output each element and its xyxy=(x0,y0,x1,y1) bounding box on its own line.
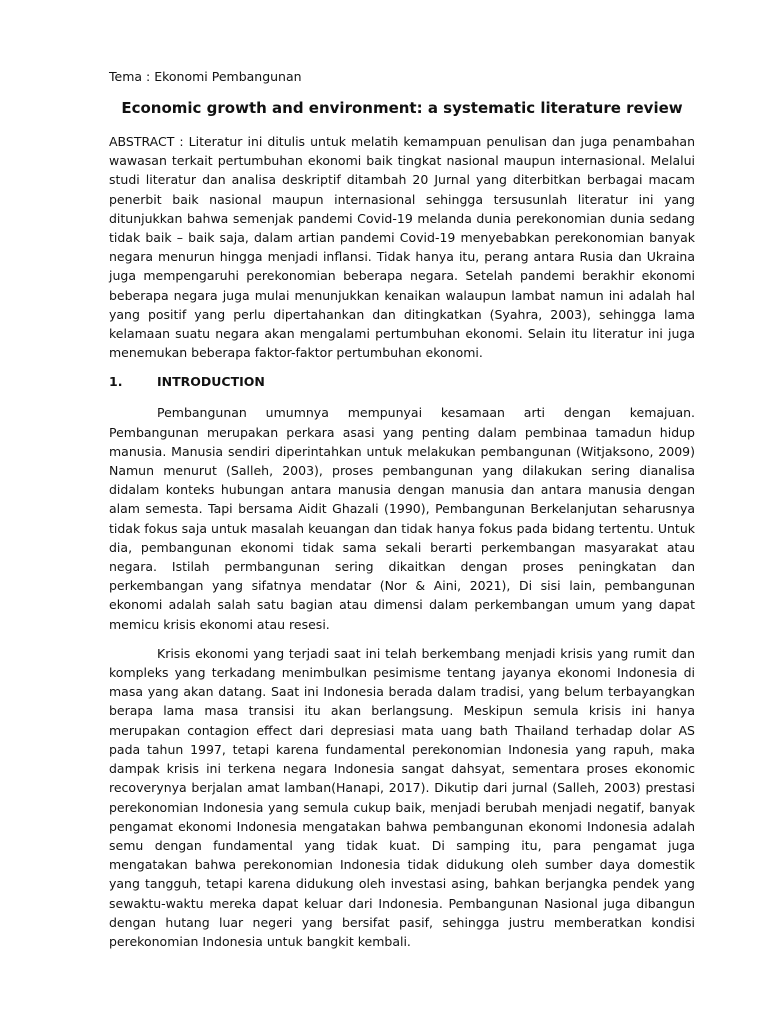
document-page xyxy=(109,68,695,951)
document-title: Economic growth and environment: a systematic literature review xyxy=(121,99,683,117)
body-paragraph-2: Krisis ekonomi yang terjadi saat ini telah berkembang menjadi krisis yang rumit dan kompleks yang terkadang menimbulkan pesimisme tentang jayanya ekonomi Indonesia di masa yang akan datang. Saat ini Indonesia berada dalam tradisi, yang belum terbayangkan berapa lama masa transisi itu akan berlangsung. Meskipun semula krisis ini hanya merupakan contagion effect dari depresiasi mata uang bath Thailand terhadap dolar AS pada tahun 1997, tetapi karena fundamental perekonomian Indonesia yang rapuh, maka dampak krisis ini terkena negara Indonesia sangat dahsyat, sementara proses ekonomic recoverynya berjalan amat lamban(Hanapi, 2017). Dikutip dari jurnal (Salleh, 2003) prestasi perekonomian Indonesia yang semula cukup baik, menjadi berubah menjadi negatif, banyak pengamat ekonomi Indonesia mengatakan bahwa pembangunan ekonomi Indonesia adalah semu dengan fundamental yang tidak kuat. Di samping itu, para pengamat juga mengatakan bahwa perekonomian Indonesia tidak didukung oleh sumber daya domestik yang tangguh, tetapi karena didukung oleh investasi asing, bahkan berjangka pendek yang sewaktu-waktu mereka dapat keluar dari Indonesia. Pembangunan Nasional juga dibangun dengan hutang luar negeri yang bersifat pasif, sehingga justru memberatkan kondisi perekonomian Indonesia untuk bangkit kembali. xyxy=(109,645,695,949)
body-paragraph-1: Pembangunan umumnya mempunyai kesamaan arti dengan kemajuan. Pembangunan merupakan perkara asasi yang penting dalam pembinaa tamadun hidup manusia. Manusia sendiri diperintahkan untuk melakukan pembangunan (Witjaksono, 2009) Namun menurut (Salleh, 2003), proses pembangunan yang dilakukan sering dianalisa didalam konteks hubungan antara manusia dengan manusia dan antara manusia dengan alam semesta. Tapi bersama Aidit Ghazali (1990), Pembangunan Berkelanjutan seharusnya tidak fokus saja untuk masalah keuangan dan tidak hanya fokus pada bidang tertentu. Untuk dia, pembangunan ekonomi tidak sama sekali berarti perkembangan masyarakat atau negara. Istilah permbangunan sering dikaitkan dengan proses peningkatan dan perkembangan yang sifatnya mendatar (Nor & Aini, 2021), Di sisi lain, pembangunan ekonomi adalah salah satu bagian atau dimensi dalam perkembangan umum yang dapat memicu krisis ekonomi atau resesi. xyxy=(109,405,695,632)
abstract-paragraph: ABSTRACT : Literatur ini ditulis untuk melatih kemampuan penulisan dan juga penambahan wawasan terkait pertumbuhan ekonomi baik tingkat nasional maupun internasional. Melalui studi literatur dan analisa deskriptif ditambah 20 Jurnal yang diterbitkan berbagai macam penerbit baik nasional maupun internasional sehingga tersusunlah literatur ini yang ditunjukkan bahwa semenjak pandemi Covid-19 melanda dunia perekonomian dunia sedang tidak baik – baik saja, dalam artian pandemi Covid-19 menyebabkan perekonomian banyak negara menurun hingga menjadi inflansi. Tidak hanya itu, perang antara Rusia dan Ukraina juga mempengaruhi perekonomian beberapa negara. Setelah pandemi berakhir ekonomi beberapa negara juga mulai menunjukkan kenaikan walaupun lambat namun ini adalah hal yang positif yang perlu dipertahankan dan ditingkatkan (Syahra, 2003), sehingga lama kelamaan suatu negara akan mengalami pertumbuhan ekonomi. Selain itu literatur ini juga menemukan beberapa faktor-faktor pertumbuhan ekonomi. xyxy=(109,134,695,361)
document-theme: Tema : Ekonomi Pembangunan xyxy=(109,69,302,84)
section-number: 1. xyxy=(109,374,123,390)
section-title: INTRODUCTION xyxy=(157,374,265,390)
section-heading xyxy=(109,372,695,391)
